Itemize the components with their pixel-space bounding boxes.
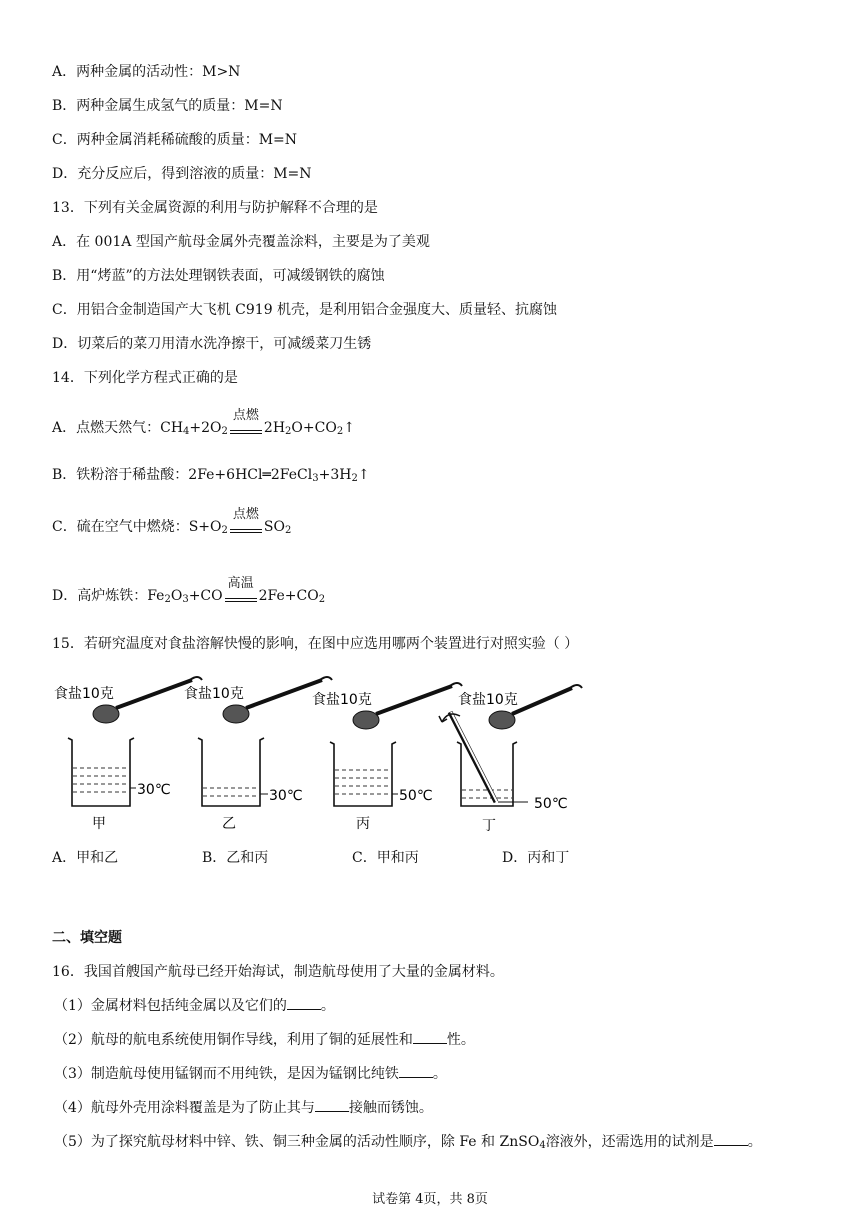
q15-option-a: A．甲和乙 [52,850,119,866]
beaker-experiment-figure [40,670,600,840]
salt-label: 食盐10克 [312,692,372,708]
q15-option-d: D．丙和丁 [502,850,570,866]
q15-option-c: C．甲和丙 [352,850,419,866]
q13-option-d: D．切菜后的菜刀用清水洗净擦干，可减缓菜刀生锈 [52,336,372,352]
apparatus-jia [54,677,202,832]
temperature-label: 30℃ [137,782,171,798]
q16-part-2: （2）航母的航电系统使用铜作导线，利用了铜的延展性和 性。 [54,1032,475,1048]
q16-part-3: （3）制造航母使用锰钢而不用纯铁，是因为锰钢比纯铁 。 [54,1066,447,1082]
q13-option-b: B．用“烤蓝”的方法处理钢铁表面，可减缓钢铁的腐蚀 [52,268,385,284]
q14-option-b: B．铁粉溶于稀盐酸：$2Fe+6HCl═2FeCl_3+3H_2↑$ [52,467,370,484]
beaker-icon [457,742,517,806]
q12-option-d: D．充分反应后，得到溶液的质量：M=N [52,166,312,182]
spoon-handle-icon [116,680,192,708]
q12-option-c: C．两种金属消耗稀硫酸的质量：M=N [52,132,298,148]
spoon-handle-icon [376,686,452,714]
q13-stem: 13．下列有关金属资源的利用与防护解释不合理的是 [52,200,378,216]
beaker-name: 甲 [92,816,106,832]
q13-option-c: C．用铝合金制造国产大飞机 C919 机壳，是利用铝合金强度大、质量轻、抗腐蚀 [52,302,558,318]
salt-label: 食盐10克 [184,686,244,702]
q14-option-d: D．高炉炼铁：$Fe_2O_3+CO$ 高温 $2Fe+CO_2$ [52,587,325,609]
q16-stem: 16．我国首艘国产航母已经开始海试，制造航母使用了大量的金属材料。 [52,964,504,980]
q14-stem: 14．下列化学方程式正确的是 [52,370,238,386]
spoon-bowl-icon [353,711,379,729]
q15-stem: 15．若研究温度对食盐溶解快慢的影响，在图中应选用哪两个装置进行对照实验（ ） [52,636,579,652]
answer-blank[interactable] [714,1133,748,1146]
spoon-bowl-icon [223,705,249,723]
temperature-label: 50℃ [399,788,433,804]
q12-option-b: B．两种金属生成氢气的质量：M=N [52,98,283,114]
answer-blank[interactable] [413,1031,447,1044]
temperature-label: 30℃ [269,788,303,804]
spoon-bowl-icon [489,711,515,729]
temperature-label: 50℃ [534,796,568,812]
answer-blank[interactable] [399,1065,433,1078]
answer-blank[interactable] [287,997,321,1010]
spoon-handle-icon [512,688,572,714]
reaction-condition: 高温 [224,591,258,609]
reaction-condition: 点燃 [229,522,263,540]
spoon-bowl-icon [93,705,119,723]
spoon-handle-icon [246,680,322,708]
q16-part-4: （4）航母外壳用涂料覆盖是为了防止其与 接触而锈蚀。 [54,1100,433,1116]
beaker-icon [330,742,396,806]
section-heading: 二、填空题 [52,930,122,946]
q15-option-b: B．乙和丙 [202,850,269,866]
salt-label: 食盐10克 [458,692,518,708]
q13-option-a: A．在 001A 型国产航母金属外壳覆盖涂料，主要是为了美观 [52,234,430,250]
page-footer: 试卷第 4页，共 8页 [372,1192,488,1207]
beaker-name: 丙 [356,816,370,832]
beaker-name: 丁 [482,818,496,834]
beaker-name: 乙 [222,816,236,832]
q12-option-a: A．两种金属的活动性：M>N [52,64,241,80]
q16-part-5: （5）为了探究航母材料中锌、铁、铜三种金属的活动性顺序，除 Fe 和 ZnSO$_4$溶液外，还需选用的试剂是 。 [54,1134,762,1151]
answer-blank[interactable] [315,1099,349,1112]
q14-option-c: C．硫在空气中燃烧：$S+O_2$ 点燃 $SO_2$ [52,518,291,540]
reaction-condition: 点燃 [229,423,263,441]
apparatus-yi [184,677,332,832]
q14-option-a: A．点燃天然气：$CH_4+2O_2$ 点燃 $2H_2O+CO_2↑$ [52,419,355,441]
beaker-icon [68,738,134,806]
apparatus-bing [312,683,462,832]
salt-label: 食盐10克 [54,686,114,702]
q16-part-1: （1）金属材料包括纯金属以及它们的 。 [54,998,335,1014]
apparatus-ding [439,685,582,834]
